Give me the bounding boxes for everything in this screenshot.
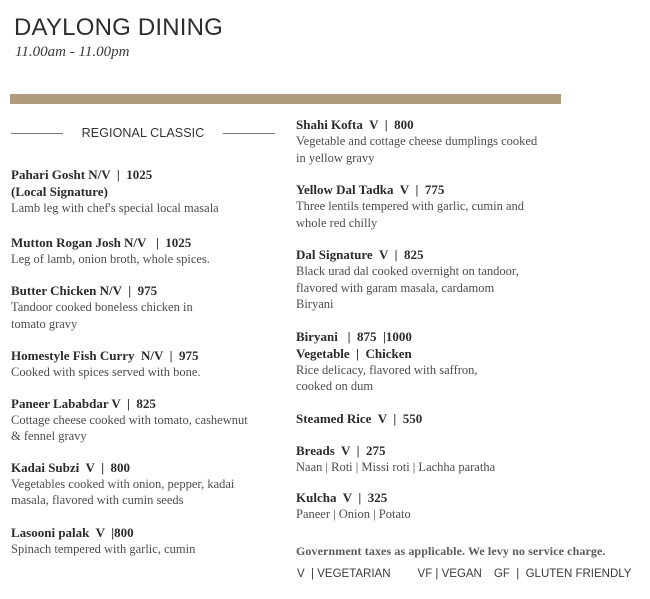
- menu-item-title: Butter Chicken N/V | 975: [11, 283, 158, 298]
- menu-item: [296, 116, 576, 166]
- menu-item-description: Cooked with spices served with bone.: [11, 365, 201, 379]
- menu-item-description: & fennel gravy: [11, 429, 87, 443]
- menu-item-title: Dal Signature V | 825: [296, 247, 424, 262]
- legend-gluten-friendly: GF | GLUTEN FRIENDLY: [493, 568, 632, 580]
- menu-item: [296, 442, 576, 476]
- menu-item: [296, 410, 576, 427]
- menu-item-title: Lasooni palak V |800: [11, 524, 134, 540]
- menu-item-description: cooked on dum: [296, 379, 374, 393]
- opening-hours: 11.00am - 11.00pm: [15, 44, 130, 60]
- menu-item: [296, 489, 576, 523]
- accent-divider-bar: [10, 94, 561, 104]
- menu-item-description: Biryani: [296, 297, 334, 311]
- menu-item-title: Shahi Kofta V | 800: [296, 117, 414, 132]
- menu-item: [296, 246, 576, 313]
- menu-item-title: Paneer Lababdar V | 825: [11, 395, 156, 411]
- menu-item-description: flavored with garam masala, cardamom: [296, 280, 495, 295]
- menu-item: [11, 395, 281, 445]
- menu-item-description: Naan | Roti | Missi roti | Lachha paratha: [296, 459, 496, 474]
- menu-item: [11, 282, 281, 332]
- menu-item-description: Vegetable and cottage cheese dumplings cooked: [296, 134, 538, 148]
- menu-item-description: Paneer | Onion | Potato: [296, 507, 411, 521]
- menu-item-title: Homestyle Fish Curry N/V | 975: [11, 348, 199, 363]
- menu-item-description: Tandoor cooked boneless chicken in: [11, 300, 193, 314]
- menu-item-description: whole red chilly: [296, 215, 378, 230]
- tax-note: Government taxes as applicable. We levy no service charge.: [296, 544, 606, 558]
- menu-item: [11, 347, 281, 381]
- menu-item: [11, 524, 281, 558]
- legend-vegetarian: V | VEGETARIAN: [297, 568, 391, 580]
- menu-title: DAYLONG DINING: [14, 14, 224, 41]
- dietary-legend: [297, 568, 631, 580]
- menu-item-title: Biryani | 875 |1000: [296, 328, 412, 344]
- menu-item-subtitle: (Local Signature): [11, 184, 108, 199]
- menu-item-description: Leg of lamb, onion broth, whole spices.: [11, 251, 210, 266]
- right-menu-column: [296, 116, 576, 523]
- menu-item-description: Rice delicacy, flavored with saffron,: [296, 362, 478, 377]
- menu-item-title: Kulcha V | 325: [296, 490, 388, 505]
- menu-item-title: Kadai Subzi V | 800: [11, 459, 131, 475]
- menu-item-description: Spinach tempered with garlic, cumin: [11, 541, 196, 556]
- menu-item-title: Steamed Rice V | 550: [296, 410, 423, 426]
- menu-item-description: Black urad dal cooked overnight on tandoor,: [296, 264, 519, 278]
- menu-item: [11, 166, 281, 217]
- menu-item: [11, 234, 281, 268]
- menu-item-title: Pahari Gosht N/V | 1025: [11, 167, 153, 182]
- menu-item: [296, 181, 576, 231]
- menu-item-subtitle: Vegetable | Chicken: [296, 345, 412, 361]
- menu-item-description: masala, flavored with cumin seeds: [11, 493, 184, 507]
- section-header: [11, 124, 275, 142]
- menu-item-description: Cottage cheese cooked with tomato, cashewnut: [11, 412, 248, 427]
- left-menu-column: [11, 166, 281, 557]
- legend-vegan: VF | VEGAN: [417, 568, 482, 580]
- menu-item-title: Breads V | 275: [296, 442, 386, 458]
- menu-item-description: Three lentils tempered with garlic, cumin and: [296, 199, 525, 213]
- menu-item-title: Yellow Dal Tadka V | 775: [296, 182, 445, 197]
- menu-item: [11, 459, 281, 509]
- section-rule-right: [223, 133, 275, 134]
- section-rule-left: [11, 133, 63, 134]
- menu-item: [296, 328, 576, 395]
- menu-item-description: in yellow gravy: [296, 150, 375, 165]
- section-label: REGIONAL CLASSIC: [81, 126, 205, 140]
- menu-item-description: tomato gravy: [11, 316, 78, 331]
- menu-item-title: Mutton Rogan Josh N/V | 1025: [11, 234, 192, 250]
- menu-item-description: Vegetables cooked with onion, pepper, kadai: [11, 476, 235, 491]
- menu-item-description: Lamb leg with chef's special local masala: [11, 201, 219, 215]
